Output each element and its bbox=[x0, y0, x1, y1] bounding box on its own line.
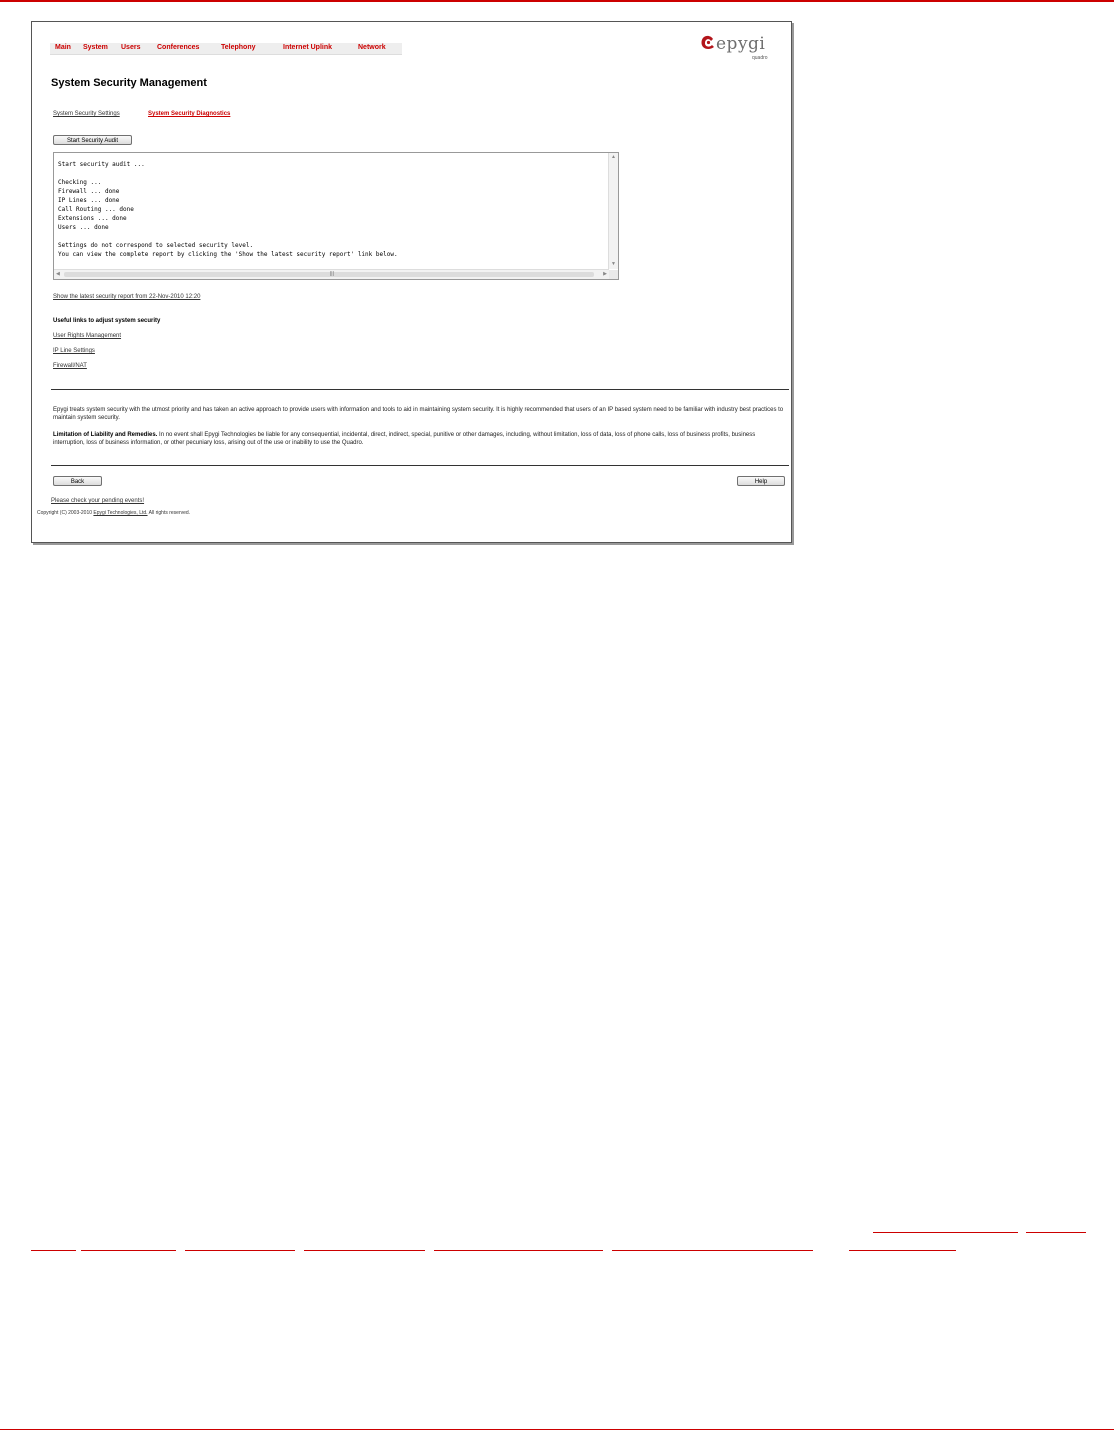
epygi-logo bbox=[700, 34, 778, 62]
copyright-prefix: Copyright (C) 2003-2010 bbox=[37, 510, 94, 516]
help-button[interactable]: Help bbox=[737, 476, 785, 486]
security-info-text: Epygi treats system security with the utmost priority and has taken an active approach to provide users with information and tools to aid in maintaining system security. It is highly recommended that users of an IP based system need to be familiar with industry best practices to maintain system security. bbox=[53, 407, 784, 421]
tab-security-diagnostics[interactable]: System Security Diagnostics bbox=[148, 111, 231, 117]
nav-telephony[interactable]: Telephony bbox=[221, 44, 256, 51]
horizontal-scrollbar[interactable] bbox=[54, 269, 609, 279]
audit-log-textarea[interactable] bbox=[53, 152, 619, 280]
useful-links-heading: Useful links to adjust system security bbox=[53, 318, 161, 324]
screenshot-frame bbox=[31, 21, 792, 543]
page-title: System Security Management bbox=[51, 77, 207, 89]
firewall-nat-link[interactable]: Firewall/NAT bbox=[53, 363, 87, 369]
copyright-suffix: All rights reserved. bbox=[147, 510, 191, 516]
document-link[interactable] bbox=[81, 1250, 176, 1251]
divider bbox=[51, 465, 789, 466]
nav-users[interactable]: Users bbox=[121, 44, 141, 51]
document-link[interactable] bbox=[31, 1250, 76, 1251]
document-link[interactable] bbox=[849, 1250, 956, 1251]
scroll-down-icon[interactable]: ▼ bbox=[611, 261, 616, 267]
back-button[interactable]: Back bbox=[53, 476, 102, 486]
document-link[interactable] bbox=[1026, 1232, 1086, 1233]
divider bbox=[51, 389, 789, 390]
latest-security-report-link[interactable]: Show the latest security report from 22-Nov-2010 12:20 bbox=[53, 294, 201, 300]
start-security-audit-button[interactable]: Start Security Audit bbox=[53, 135, 132, 145]
company-link[interactable]: Epygi Technologies, Ltd. bbox=[93, 510, 148, 516]
tab-security-settings[interactable]: System Security Settings bbox=[53, 111, 120, 117]
logo-product: quadro bbox=[752, 55, 768, 61]
user-rights-management-link[interactable]: User Rights Management bbox=[53, 333, 122, 339]
nav-conferences[interactable]: Conferences bbox=[157, 44, 200, 51]
scroll-right-icon[interactable]: ▶ bbox=[603, 271, 607, 277]
nav-network[interactable]: Network bbox=[358, 44, 386, 51]
document-link[interactable] bbox=[612, 1250, 813, 1251]
document-link[interactable] bbox=[304, 1250, 425, 1251]
grip-icon: ||| bbox=[330, 271, 334, 277]
liability-body: In no event shall Epygi Technologies be liable for any consequential, incidental, direct, indirect, special, punitive or other damages, including, without limitation, loss of data, loss of phone calls, loss of business profits, business interruption, loss of business information, or other pecuniary loss, arising out of the use or inability to use the Quadro. bbox=[53, 432, 756, 446]
document-link[interactable] bbox=[434, 1250, 603, 1251]
document-link[interactable] bbox=[185, 1250, 295, 1251]
liability-title: Limitation of Liability and Remedies. bbox=[53, 432, 158, 438]
scroll-corner bbox=[609, 270, 618, 279]
liability-text bbox=[53, 431, 786, 447]
logo-wordmark: epygi bbox=[716, 34, 766, 54]
nav-system[interactable]: System bbox=[83, 44, 108, 51]
scroll-up-icon[interactable]: ▲ bbox=[611, 154, 616, 160]
page-top-rule bbox=[0, 0, 1114, 2]
nav-internet-uplink[interactable]: Internet Uplink bbox=[283, 44, 333, 51]
ip-line-settings-link[interactable]: IP Line Settings bbox=[53, 348, 95, 354]
pending-events-link[interactable]: Please check your pending events! bbox=[51, 498, 145, 504]
vertical-scrollbar[interactable] bbox=[608, 153, 618, 269]
audit-log-text: Start security audit ... Checking ... Firewall ... done IP Lines ... done Call Routing ... done Extensions ... done Users ... done Settings do not correspond to selected security level. You can view the complete report by clicking the 'Show the latest security report' link below. bbox=[58, 161, 398, 258]
scroll-thumb[interactable] bbox=[64, 272, 594, 277]
nav-main[interactable]: Main bbox=[55, 44, 71, 51]
logo-swirl-icon bbox=[700, 34, 716, 52]
top-nav bbox=[50, 43, 402, 55]
document-link[interactable] bbox=[873, 1232, 1018, 1233]
page-bottom-rule bbox=[0, 1429, 1114, 1430]
scroll-left-icon[interactable]: ◀ bbox=[56, 271, 60, 277]
copyright bbox=[37, 510, 190, 516]
